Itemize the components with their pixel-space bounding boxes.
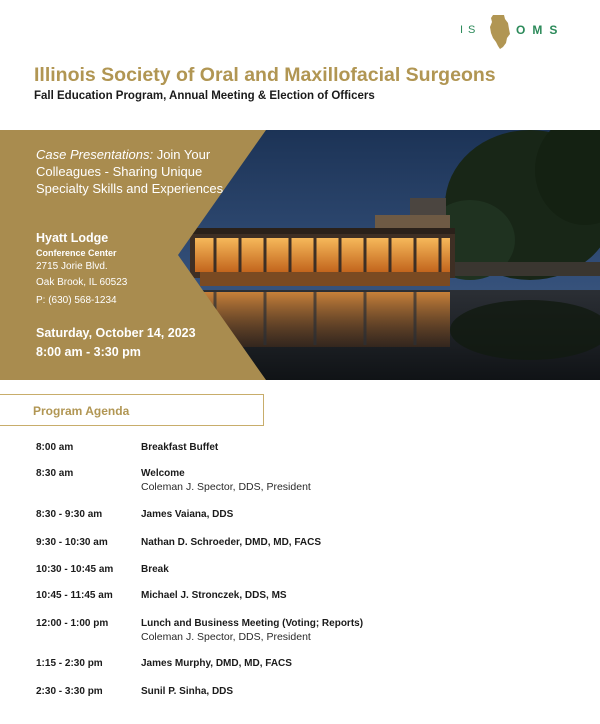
agenda-title: Michael J. Stronczek, DDS, MS <box>141 590 287 601</box>
agenda-title: James Vaiana, DDS <box>141 509 234 520</box>
agenda-time: 2:30 - 3:30 pm <box>36 686 103 697</box>
agenda-time: 8:30 - 9:30 am <box>36 509 103 520</box>
agenda-time: 8:00 am <box>36 442 74 453</box>
logo-text-right: OMS <box>516 23 565 37</box>
page-title: Illinois Society of Oral and Maxillofacial Surgeons <box>34 64 496 86</box>
address-line-1: 2715 Jorie Blvd. <box>36 261 108 272</box>
agenda-title: Lunch and Business Meeting (Voting; Reports) <box>141 618 364 629</box>
venue-phone: P: (630) 568-1234 <box>36 295 117 306</box>
event-date: Saturday, October 14, 2023 <box>36 326 196 340</box>
agenda-time: 8:30 am <box>36 468 74 479</box>
agenda-subtitle: Coleman J. Spector, DDS, President <box>141 481 311 493</box>
agenda-heading: Program Agenda <box>33 404 130 418</box>
agenda-title: James Murphy, DMD, MD, FACS <box>141 658 292 669</box>
agenda-title: Break <box>141 564 169 575</box>
agenda-subtitle: Coleman J. Spector, DDS, President <box>141 631 311 643</box>
venue-subtitle: Conference Center <box>36 248 117 258</box>
agenda-title: Sunil P. Sinha, DDS <box>141 686 234 697</box>
agenda-title: Breakfast Buffet <box>141 442 219 453</box>
agenda-time: 10:30 - 10:45 am <box>36 564 114 575</box>
venue-name: Hyatt Lodge <box>36 231 109 245</box>
agenda-time: 10:45 - 11:45 am <box>36 590 113 601</box>
agenda-time: 9:30 - 10:30 am <box>36 537 108 548</box>
logo-text-left: IS <box>460 24 481 36</box>
case-presentations-label: Case Presentations: <box>36 147 154 162</box>
agenda-title: Nathan D. Schroeder, DMD, MD, FACS <box>141 537 322 548</box>
agenda-title: Welcome <box>141 468 185 479</box>
agenda-time: 12:00 - 1:00 pm <box>36 618 109 629</box>
case-presentations-description: Join Your Colleagues - Sharing Unique Specialty Skills and Experiences <box>36 147 224 196</box>
event-time: 8:00 am - 3:30 pm <box>36 345 141 359</box>
page-subtitle: Fall Education Program, Annual Meeting & Election of Officers <box>34 90 375 102</box>
address-line-2: Oak Brook, IL 60523 <box>36 277 128 288</box>
agenda-time: 1:15 - 2:30 pm <box>36 658 103 669</box>
